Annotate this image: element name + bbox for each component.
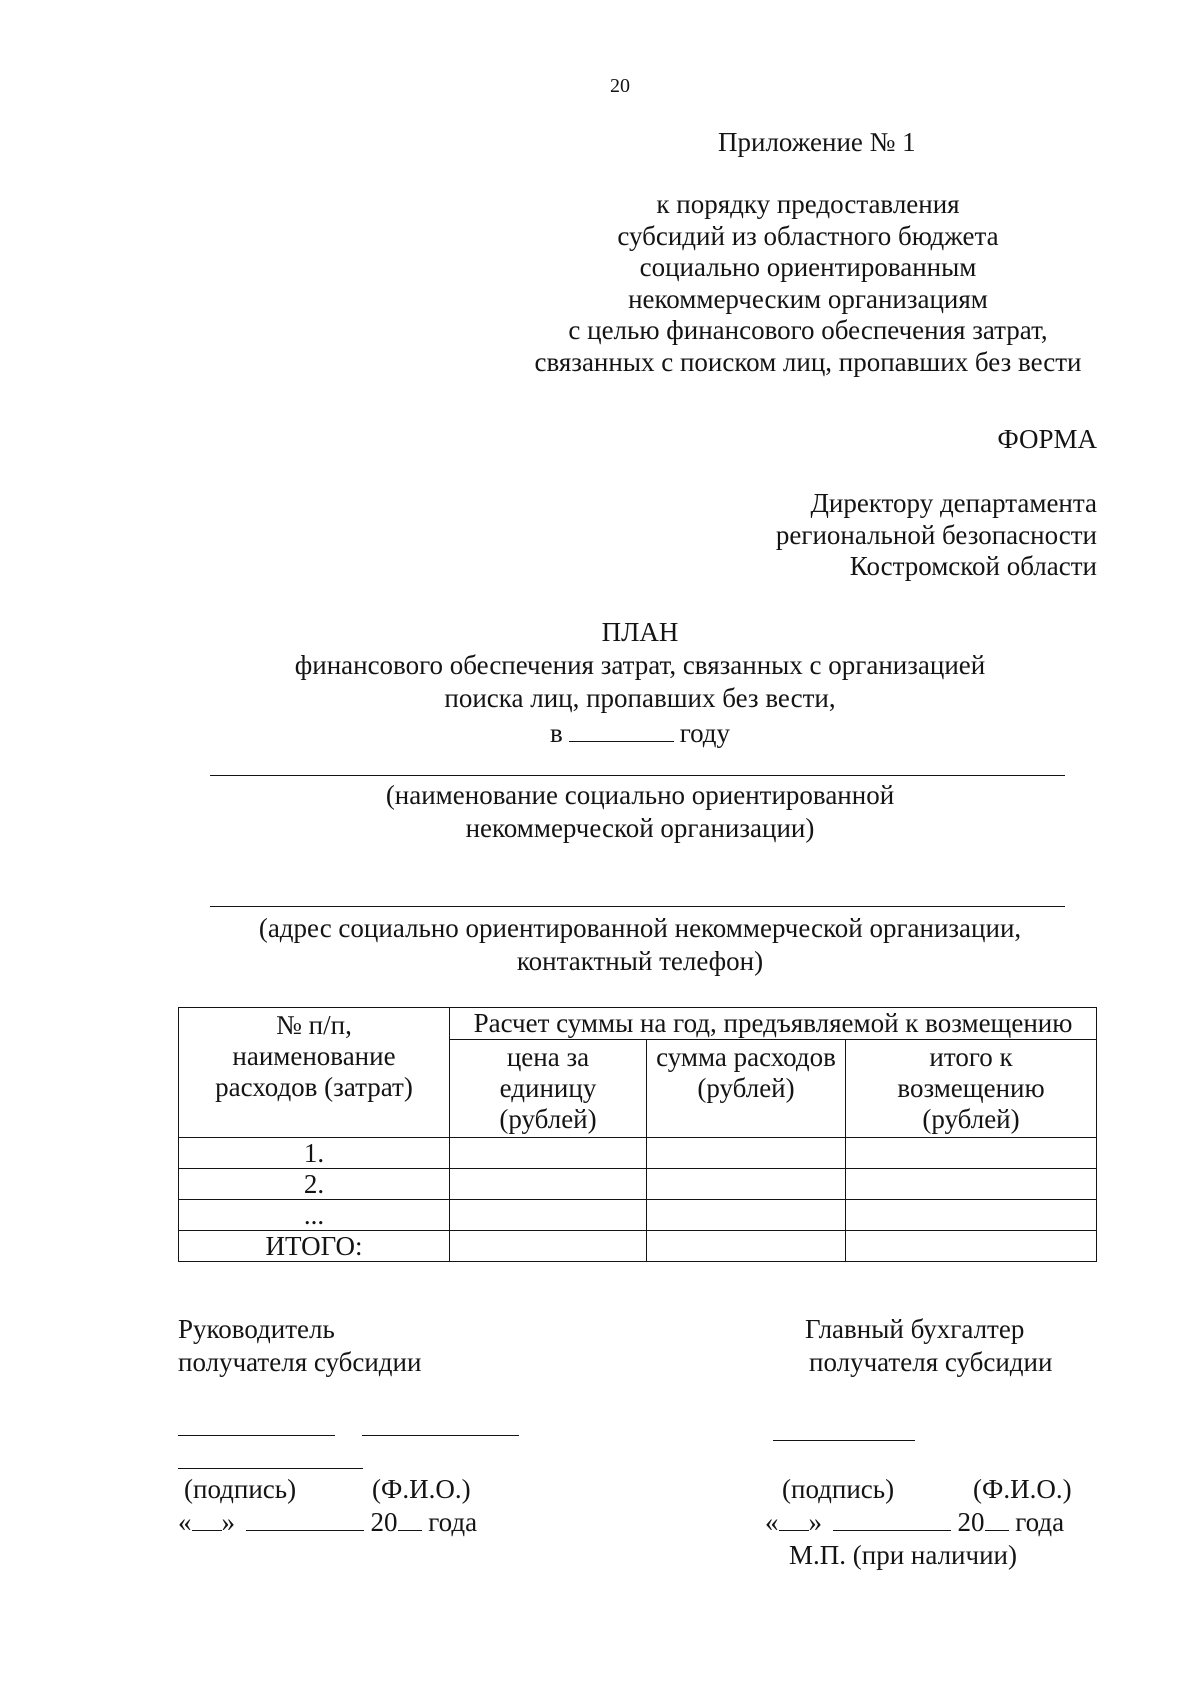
expense-table: [178, 1007, 1097, 1262]
annex-line: социально ориентированным: [639, 252, 977, 282]
plan-title: ПЛАН: [601, 617, 679, 647]
stamp-note: М.П. (при наличии): [789, 1540, 1017, 1570]
row-label: ИТОГО:: [179, 1231, 450, 1262]
year-suffix: году: [679, 718, 731, 748]
row-label: 1.: [179, 1138, 450, 1169]
head-signature-line[interactable]: [178, 1435, 335, 1436]
year-suffix: года: [428, 1507, 478, 1537]
head-signature-block: [178, 1313, 421, 1379]
head-name-label: (Ф.И.О.): [372, 1474, 471, 1504]
annex-description: [513, 189, 1103, 378]
day-field[interactable]: [779, 1506, 809, 1531]
table-cell[interactable]: [846, 1138, 1097, 1169]
head-date-line: [178, 1506, 477, 1539]
addressee-line: региональной безопасности: [775, 519, 1097, 550]
caption-line: некоммерческой организации): [465, 813, 815, 843]
table-cell[interactable]: [450, 1200, 647, 1231]
quote-open: «: [765, 1507, 779, 1537]
year-field[interactable]: [985, 1506, 1009, 1531]
table-cell[interactable]: [647, 1200, 846, 1231]
year-prefix: в: [549, 718, 563, 748]
table-row: [179, 1200, 1097, 1231]
annex-line: некоммерческим организациям: [628, 283, 988, 314]
table-cell[interactable]: [846, 1231, 1097, 1262]
table-cell[interactable]: [647, 1231, 846, 1262]
quote-close: »: [808, 1507, 822, 1537]
header-total-reimbursement: итого к возмещению (рублей): [846, 1040, 1097, 1138]
addressee-line: Директору департамента: [810, 488, 1097, 518]
month-field[interactable]: [833, 1506, 951, 1531]
form-label: ФОРМА: [997, 424, 1097, 454]
quote-close: »: [221, 1507, 235, 1537]
accountant-signature-block: [805, 1313, 1052, 1379]
header-calculation: Расчет суммы на год, предъявляемой к возмещению: [450, 1008, 1097, 1040]
head-signature-label: (подпись): [184, 1474, 297, 1504]
caption-line: (наименование социально ориентированной: [385, 780, 895, 810]
caption-line: (адрес социально ориентированной некоммерческой организации,: [258, 913, 1022, 943]
plan-heading: [200, 616, 1080, 748]
org-name-caption: [200, 779, 1080, 845]
table-cell[interactable]: [450, 1138, 647, 1169]
annex-line: связанных с поиском лиц, пропавших без вести: [534, 346, 1082, 377]
address-line[interactable]: [210, 906, 1065, 907]
year-field[interactable]: [398, 1506, 422, 1531]
year-prefix: 20: [957, 1507, 985, 1537]
plan-year-line: [200, 715, 1080, 748]
accountant-title: Главный бухгалтер: [805, 1314, 1025, 1344]
month-field[interactable]: [246, 1506, 364, 1531]
table-cell[interactable]: [647, 1138, 846, 1169]
caption-line: контактный телефон): [516, 946, 764, 976]
accountant-name-label: (Ф.И.О.): [973, 1474, 1072, 1504]
annex-line: субсидий из областного бюджета: [617, 220, 999, 251]
org-name-line[interactable]: [210, 775, 1065, 776]
head-extra-line[interactable]: [178, 1468, 363, 1469]
head-title-sub: получателя субсидии: [178, 1347, 422, 1377]
table-row: [179, 1138, 1097, 1169]
table-cell[interactable]: [846, 1169, 1097, 1200]
header-item-name: № п/п, наименование расходов (затрат): [179, 1008, 450, 1138]
accountant-signature-line[interactable]: [773, 1440, 915, 1441]
row-label: ...: [179, 1200, 450, 1231]
page-number: 20: [610, 75, 630, 97]
annex-line: с целью финансового обеспечения затрат,: [568, 315, 1048, 345]
accountant-signature-label: (подпись): [782, 1474, 895, 1504]
header-unit-price: цена за единицу (рублей): [450, 1040, 647, 1138]
annex-line: к порядку предоставления: [656, 189, 960, 219]
table-cell[interactable]: [846, 1200, 1097, 1231]
addressee-line: Костромской области: [849, 551, 1097, 581]
table-cell[interactable]: [647, 1169, 846, 1200]
day-field[interactable]: [192, 1506, 222, 1531]
addressee: [776, 488, 1097, 583]
plan-subtitle: финансового обеспечения затрат, связанных с организацией: [294, 650, 986, 680]
head-title: Руководитель: [178, 1314, 335, 1344]
accountant-date-line: [765, 1506, 1064, 1539]
year-field[interactable]: [569, 715, 674, 742]
accountant-title-sub: получателя субсидии: [809, 1347, 1053, 1377]
head-name-line[interactable]: [362, 1435, 519, 1436]
year-suffix: года: [1015, 1507, 1065, 1537]
plan-subtitle: поиска лиц, пропавших без вести,: [444, 683, 836, 713]
header-expense-sum: сумма расходов (рублей): [647, 1040, 846, 1138]
address-caption: [150, 912, 1130, 978]
year-prefix: 20: [370, 1507, 398, 1537]
table-cell[interactable]: [450, 1169, 647, 1200]
table-row: [179, 1169, 1097, 1200]
table-row-total: [179, 1231, 1097, 1262]
table-cell[interactable]: [450, 1231, 647, 1262]
annex-title: Приложение № 1: [718, 127, 916, 157]
quote-open: «: [178, 1507, 192, 1537]
row-label: 2.: [179, 1169, 450, 1200]
